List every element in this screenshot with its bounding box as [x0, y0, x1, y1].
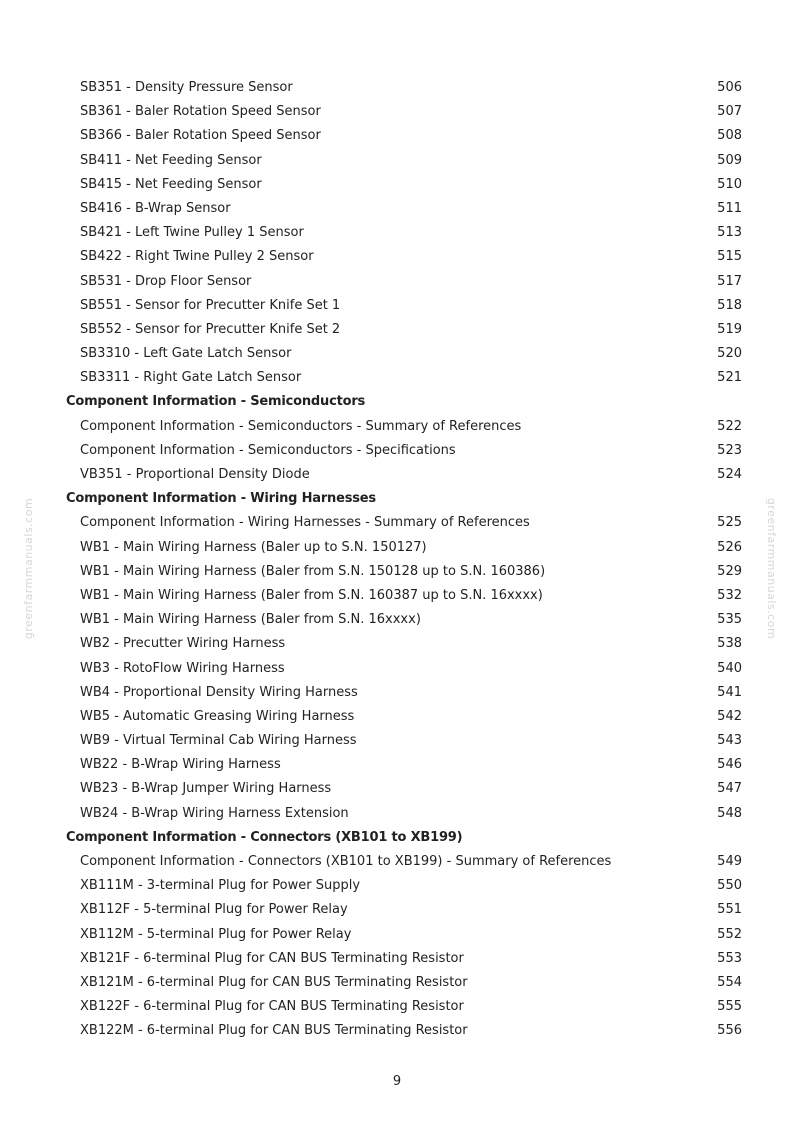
toc-entry-page: 509 — [717, 152, 742, 168]
toc-entry-page: 511 — [717, 200, 742, 216]
toc-entry-page: 542 — [717, 708, 742, 724]
toc-entry[interactable] — [66, 294, 742, 318]
toc-entry-title: VB351 - Proportional Density Diode — [80, 467, 310, 482]
page-number: 9 — [392, 1074, 402, 1089]
toc-entry[interactable] — [66, 632, 742, 656]
toc-entry[interactable] — [66, 221, 742, 245]
toc-entry-title: SB3310 - Left Gate Latch Sensor — [80, 346, 292, 362]
toc-entry[interactable] — [66, 415, 742, 439]
toc-entry[interactable] — [66, 584, 742, 608]
toc-section-heading[interactable] — [66, 487, 742, 511]
toc-entry-page: 526 — [717, 539, 742, 555]
toc-entry[interactable] — [66, 342, 742, 366]
toc-entry-page: 548 — [717, 805, 742, 821]
toc-entry-title: WB4 - Proportional Density Wiring Harness — [80, 684, 358, 700]
toc-entry-page: 520 — [717, 346, 742, 362]
toc-entry-page: 525 — [717, 515, 742, 531]
toc-entry-page: 535 — [717, 612, 742, 628]
toc-entry[interactable] — [66, 971, 742, 995]
toc-entry-title: Component Information - Connectors (XB101 to XB199) — [66, 829, 463, 845]
toc-entry-title: Component Information - Connectors (XB101 to XB199) - Summary of References — [80, 854, 612, 869]
toc-entry-title: SB531 - Drop Floor Sensor — [80, 273, 252, 289]
toc-entry-page: 543 — [717, 733, 742, 749]
toc-entry[interactable] — [66, 657, 742, 681]
toc-entry[interactable] — [66, 149, 742, 173]
toc-entry[interactable] — [66, 366, 742, 390]
toc-entry-title: WB9 - Virtual Terminal Cab Wiring Harness — [80, 733, 357, 749]
toc-entry[interactable] — [66, 197, 742, 221]
watermark-left: greenfarmmanuals.com — [22, 497, 36, 640]
toc-entry[interactable] — [66, 245, 742, 269]
toc-entry-page: 554 — [717, 974, 742, 990]
toc-entry-title: WB1 - Main Wiring Harness (Baler up to S.N. 150127) — [80, 539, 427, 555]
toc-entry[interactable] — [66, 729, 742, 753]
toc-entry-page: 517 — [717, 273, 742, 289]
toc-entry-title: SB551 - Sensor for Precutter Knife Set 1 — [80, 297, 341, 313]
toc-entry-page: 523 — [717, 442, 742, 458]
toc-entry-page: 551 — [717, 902, 742, 918]
toc-entry-page: 556 — [717, 1023, 742, 1039]
toc-entry-title: Component Information - Semiconductors — [66, 394, 366, 410]
toc-entry-title: WB23 - B-Wrap Jumper Wiring Harness — [80, 781, 332, 797]
toc-entry-title: SB366 - Baler Rotation Speed Sensor — [80, 128, 321, 144]
toc-entry-title: SB421 - Left Twine Pulley 1 Sensor — [80, 225, 304, 241]
toc-entry-title: SB415 - Net Feeding Sensor — [80, 176, 262, 192]
toc-entry[interactable] — [66, 76, 742, 100]
toc-entry[interactable] — [66, 923, 742, 947]
toc-entry-title: Component Information - Wiring Harnesses — [66, 491, 376, 507]
toc-entry[interactable] — [66, 511, 742, 535]
toc-entry-page: 521 — [717, 370, 742, 386]
toc-entry-title: SB3311 - Right Gate Latch Sensor — [80, 370, 302, 386]
toc-entry[interactable] — [66, 173, 742, 197]
toc-entry-title: WB1 - Main Wiring Harness (Baler from S.N. 160387 up to S.N. 16xxxx) — [80, 587, 543, 603]
toc-entry-title: XB122F - 6-terminal Plug for CAN BUS Terminating Resistor — [80, 999, 464, 1015]
toc-entry[interactable] — [66, 608, 742, 632]
table-of-contents — [66, 76, 742, 1044]
toc-entry-page: 550 — [717, 878, 742, 894]
toc-entry-page: 506 — [717, 80, 742, 95]
toc-entry[interactable] — [66, 802, 742, 826]
toc-entry-page: 507 — [717, 104, 742, 120]
toc-entry-title: WB2 - Precutter Wiring Harness — [80, 636, 286, 652]
toc-entry-title: WB3 - RotoFlow Wiring Harness — [80, 660, 285, 676]
toc-entry-title: SB361 - Baler Rotation Speed Sensor — [80, 104, 321, 120]
toc-entry-title: WB1 - Main Wiring Harness (Baler from S.N. 16xxxx) — [80, 612, 421, 628]
toc-entry-page: 510 — [717, 176, 742, 192]
toc-entry[interactable] — [66, 1019, 742, 1043]
toc-entry-title: SB552 - Sensor for Precutter Knife Set 2 — [80, 321, 341, 337]
toc-entry-page: 518 — [717, 297, 742, 313]
toc-entry-title: SB416 - B-Wrap Sensor — [80, 200, 231, 216]
watermark-right: greenfarmmanuals.com — [765, 497, 779, 640]
toc-entry-title: SB351 - Density Pressure Sensor — [80, 80, 293, 95]
toc-entry[interactable] — [66, 560, 742, 584]
toc-entry-page: 552 — [717, 926, 742, 942]
toc-entry-title: WB22 - B-Wrap Wiring Harness — [80, 757, 281, 773]
toc-entry-page: 555 — [717, 999, 742, 1015]
toc-entry[interactable] — [66, 439, 742, 463]
toc-entry-page: 513 — [717, 225, 742, 241]
toc-entry[interactable] — [66, 874, 742, 898]
toc-entry-title: WB1 - Main Wiring Harness (Baler from S.N. 150128 up to S.N. 160386) — [80, 563, 546, 579]
toc-entry-title: XB112M - 5-terminal Plug for Power Relay — [80, 926, 352, 942]
toc-entry-page: 547 — [717, 781, 742, 797]
toc-entry-title: XB121M - 6-terminal Plug for CAN BUS Terminating Resistor — [80, 974, 468, 990]
toc-entry-page: 541 — [717, 684, 742, 700]
toc-entry[interactable] — [66, 463, 742, 487]
toc-entry-title: WB24 - B-Wrap Wiring Harness Extension — [80, 805, 349, 821]
toc-entry-title: Component Information - Wiring Harnesses - Summary of References — [80, 515, 530, 531]
toc-section-heading[interactable] — [66, 826, 742, 850]
toc-entry-title: XB121F - 6-terminal Plug for CAN BUS Terminating Resistor — [80, 950, 464, 966]
toc-entry[interactable] — [66, 100, 742, 124]
toc-entry[interactable] — [66, 947, 742, 971]
toc-entry[interactable] — [66, 777, 742, 801]
toc-entry-title: SB422 - Right Twine Pulley 2 Sensor — [80, 249, 314, 265]
toc-entry-title: XB111M - 3-terminal Plug for Power Supply — [80, 878, 361, 894]
toc-entry[interactable] — [66, 705, 742, 729]
toc-entry-title: SB411 - Net Feeding Sensor — [80, 152, 262, 168]
toc-entry-page: 532 — [717, 587, 742, 603]
toc-entry[interactable] — [66, 270, 742, 294]
toc-entry[interactable] — [66, 850, 742, 874]
toc-entry-page: 515 — [717, 249, 742, 265]
toc-entry-page: 529 — [717, 563, 742, 579]
toc-entry-page: 549 — [717, 854, 742, 869]
toc-entry[interactable] — [66, 995, 742, 1019]
toc-entry-title: Component Information - Semiconductors - Summary of References — [80, 418, 522, 434]
toc-entry-page: 508 — [717, 128, 742, 144]
toc-entry-page: 519 — [717, 321, 742, 337]
toc-section-heading[interactable] — [66, 390, 742, 414]
toc-entry-page: 524 — [717, 467, 742, 482]
toc-entry[interactable] — [66, 898, 742, 922]
toc-entry-page: 538 — [717, 636, 742, 652]
toc-entry-title: Component Information - Semiconductors - Specifications — [80, 442, 456, 458]
toc-entry[interactable] — [66, 318, 742, 342]
toc-entry-page: 553 — [717, 950, 742, 966]
toc-entry-page: 522 — [717, 418, 742, 434]
toc-entry[interactable] — [66, 681, 742, 705]
toc-entry-title: XB112F - 5-terminal Plug for Power Relay — [80, 902, 348, 918]
toc-entry[interactable] — [66, 753, 742, 777]
toc-entry-title: WB5 - Automatic Greasing Wiring Harness — [80, 708, 355, 724]
toc-entry-page: 546 — [717, 757, 742, 773]
toc-entry[interactable] — [66, 536, 742, 560]
toc-entry[interactable] — [66, 124, 742, 148]
toc-entry-title: XB122M - 6-terminal Plug for CAN BUS Terminating Resistor — [80, 1023, 468, 1039]
toc-entry-page: 540 — [717, 660, 742, 676]
